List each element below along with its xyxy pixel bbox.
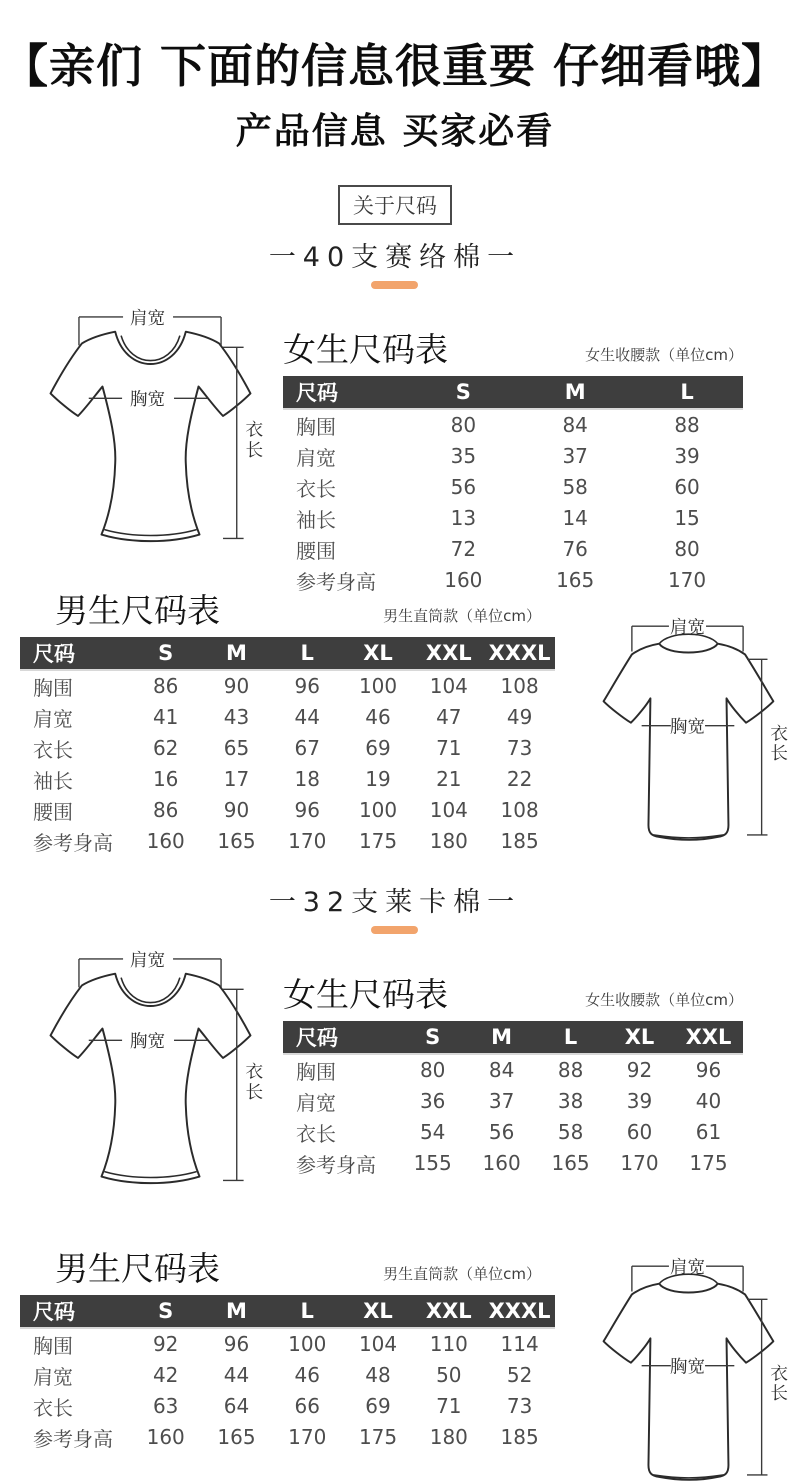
- garment-length-label-2: 长: [770, 1383, 788, 1404]
- measurement-value: 46: [294, 1363, 320, 1388]
- measurement-value: 54: [419, 1120, 446, 1145]
- women-size-section-32s: [283, 976, 743, 1179]
- measurement-value: 170: [620, 1151, 659, 1176]
- table-header-row: [283, 376, 743, 409]
- measurement-value: 14: [562, 506, 588, 531]
- measurement-label: 袖长: [296, 507, 336, 532]
- measurement-row: [283, 534, 743, 565]
- measurement-value: 58: [562, 475, 588, 500]
- measurement-value: 48: [365, 1363, 391, 1388]
- measurement-value: 96: [223, 1332, 250, 1357]
- chest-width-label: 胸宽: [669, 717, 706, 738]
- measurement-value: 22: [506, 767, 533, 792]
- measurement-value: 65: [223, 736, 250, 761]
- orange-accent-bar: [371, 926, 418, 934]
- measurement-label: 参考身高: [33, 1426, 113, 1451]
- measurement-label: 腰围: [296, 538, 336, 563]
- measurement-value: 49: [506, 705, 533, 730]
- measurement-value: 96: [294, 798, 320, 823]
- measurement-value: 104: [429, 674, 468, 699]
- size-header-S: S: [407, 376, 519, 409]
- measurement-value: 96: [695, 1058, 722, 1083]
- measurement-value: 38: [557, 1089, 584, 1114]
- garment-length-label-1: 衣: [770, 1364, 788, 1385]
- measurement-value: 108: [500, 674, 539, 699]
- measurement-value: 90: [223, 674, 250, 699]
- measurement-value: 19: [365, 767, 391, 792]
- measurement-value: 46: [365, 705, 391, 730]
- measurement-value: 76: [562, 537, 588, 562]
- size-header-XXL: XXL: [674, 1021, 743, 1054]
- measurement-row: [283, 1054, 743, 1086]
- measurement-label: 参考身高: [296, 1152, 376, 1177]
- measurement-value: 35: [450, 444, 477, 469]
- tshirt-outline: [604, 644, 774, 840]
- size-tag-wrap: [0, 185, 790, 225]
- measurement-value: 64: [223, 1394, 250, 1419]
- measurement-value: 185: [500, 1425, 539, 1450]
- measurement-value: 69: [365, 1394, 391, 1419]
- measurement-value: 56: [488, 1120, 515, 1145]
- women-tshirt-diagram: [28, 938, 273, 1223]
- measurement-value: 40: [695, 1089, 722, 1114]
- women-table-title: 女生尺码表: [283, 330, 448, 369]
- measurement-value: 104: [429, 798, 468, 823]
- measurement-value: 84: [562, 413, 588, 438]
- size-header-M: M: [201, 1295, 272, 1328]
- measurement-value: 104: [358, 1332, 398, 1357]
- section-divider-32s-cotton: 一32支莱卡棉一: [268, 887, 522, 918]
- measurement-value: 100: [288, 1332, 327, 1357]
- measurement-label: 肩宽: [33, 706, 73, 731]
- measurement-value: 180: [429, 829, 468, 854]
- measurement-value: 88: [557, 1058, 584, 1083]
- measurement-value: 52: [506, 1363, 533, 1388]
- attention-banner: 【亲们 下面的信息很重要 仔细看哦】: [1, 39, 789, 93]
- measurement-label: 胸围: [33, 1333, 73, 1358]
- measurement-value: 15: [674, 506, 700, 531]
- page-title: 产品信息 买家必看: [235, 111, 555, 152]
- measurement-value: 63: [152, 1394, 179, 1419]
- measurement-row: [283, 503, 743, 534]
- women-table-note: 女生收腰款（单位cm）: [585, 345, 743, 364]
- measurement-row: [20, 795, 555, 826]
- measurement-value: 73: [506, 1394, 533, 1419]
- women-size-table-32s: [283, 1021, 743, 1179]
- tshirt-outline: [51, 974, 251, 1183]
- measurement-value: 86: [152, 798, 179, 823]
- women-size-table-40s: [283, 376, 743, 596]
- size-header-L: L: [631, 376, 743, 409]
- measurement-row: [20, 1391, 555, 1422]
- measurement-label: 衣长: [296, 476, 336, 501]
- measurement-value: 71: [436, 1394, 462, 1419]
- men-table-note: 男生直筒款（单位cm）: [383, 606, 541, 625]
- women-table-note: 女生收腰款（单位cm）: [585, 990, 743, 1009]
- women-table-title: 女生尺码表: [283, 975, 448, 1014]
- size-header-L: L: [272, 637, 343, 670]
- measurement-value: 47: [436, 705, 462, 730]
- measurement-label: 肩宽: [296, 445, 336, 470]
- measurement-value: 42: [152, 1363, 179, 1388]
- size-header-XXXL: XXXL: [484, 637, 555, 670]
- measurement-value: 56: [450, 475, 477, 500]
- measurement-value: 108: [500, 798, 539, 823]
- measurement-value: 165: [556, 568, 595, 593]
- measurement-value: 100: [358, 798, 398, 823]
- measurement-value: 61: [695, 1120, 722, 1145]
- measurement-label: 衣长: [33, 737, 73, 762]
- measurement-label: 衣长: [296, 1121, 336, 1146]
- measurement-value: 21: [436, 767, 462, 792]
- garment-length-label-2: 长: [245, 441, 264, 462]
- size-header-S: S: [130, 637, 201, 670]
- table-head-row: [283, 976, 743, 1014]
- section-divider-40s-cotton: 一40支赛络棉一: [268, 242, 522, 273]
- measurement-value: 92: [152, 1332, 179, 1357]
- measurement-value: 44: [223, 1363, 250, 1388]
- measurement-row: [283, 1148, 743, 1179]
- about-size-badge: 关于尺码: [338, 185, 452, 225]
- men-table-note: 男生直筒款（单位cm）: [383, 1264, 541, 1283]
- size-column-header: 尺码: [20, 637, 130, 670]
- measurement-label: 腰围: [33, 799, 73, 824]
- measurement-label: 衣长: [33, 1395, 73, 1420]
- tshirt-outline: [51, 332, 251, 541]
- measurement-row: [283, 409, 743, 441]
- measurement-value: 165: [551, 1151, 590, 1176]
- shoulder-width-label: 肩宽: [669, 617, 706, 638]
- measurement-value: 39: [626, 1089, 653, 1114]
- size-header-XXL: XXL: [413, 1295, 484, 1328]
- size-header-XXL: XXL: [413, 637, 484, 670]
- measurement-row: [20, 764, 555, 795]
- measurement-value: 66: [294, 1394, 320, 1419]
- size-header-M: M: [201, 637, 272, 670]
- measurement-value: 96: [294, 674, 320, 699]
- measurement-value: 37: [488, 1089, 515, 1114]
- table-head-row: [20, 592, 555, 630]
- measurement-value: 90: [223, 798, 250, 823]
- men-table-title: 男生尺码表: [55, 1249, 220, 1288]
- measurement-value: 36: [419, 1089, 446, 1114]
- measurement-value: 41: [152, 705, 179, 730]
- measurement-value: 17: [223, 767, 250, 792]
- measurement-label: 参考身高: [296, 569, 376, 594]
- measurement-value: 100: [358, 674, 398, 699]
- size-header-XL: XL: [343, 637, 414, 670]
- men-table-title: 男生尺码表: [55, 591, 220, 630]
- measurement-value: 71: [436, 736, 462, 761]
- measurement-value: 50: [436, 1363, 462, 1388]
- measurement-value: 170: [288, 1425, 327, 1450]
- men-size-section-40s: [20, 592, 555, 857]
- measurement-value: 44: [294, 705, 320, 730]
- men-tshirt-diagram: [587, 612, 787, 852]
- orange-accent-bar: [371, 281, 418, 289]
- measurement-label: 胸围: [296, 414, 336, 439]
- measurement-label: 胸围: [33, 675, 73, 700]
- measurement-value: 110: [429, 1332, 468, 1357]
- measurement-row: [20, 1422, 555, 1453]
- measurement-value: 73: [506, 736, 533, 761]
- measurement-value: 160: [146, 829, 185, 854]
- measurement-label: 袖长: [33, 768, 73, 793]
- measurement-value: 60: [626, 1120, 653, 1145]
- measurement-value: 175: [358, 1425, 398, 1450]
- shoulder-width-label: 肩宽: [669, 1257, 706, 1278]
- garment-length-label-1: 衣: [245, 420, 264, 441]
- measurement-value: 92: [626, 1058, 653, 1083]
- measurement-value: 175: [689, 1151, 728, 1176]
- size-header-XL: XL: [605, 1021, 674, 1054]
- size-column-header: 尺码: [283, 1021, 398, 1054]
- measurement-value: 185: [500, 829, 539, 854]
- garment-length-label-2: 长: [245, 1083, 264, 1104]
- men-size-table-40s: [20, 637, 555, 857]
- size-header-M: M: [519, 376, 631, 409]
- men-tshirt-diagram: [587, 1252, 787, 1484]
- measurement-value: 62: [152, 736, 179, 761]
- measurement-value: 37: [562, 444, 588, 469]
- shoulder-width-label: 肩宽: [129, 950, 166, 971]
- measurement-value: 160: [482, 1151, 521, 1176]
- measurement-row: [20, 826, 555, 857]
- measurement-value: 67: [294, 736, 320, 761]
- measurement-value: 84: [488, 1058, 515, 1083]
- chest-width-label: 胸宽: [129, 1032, 166, 1053]
- measurement-label: 肩宽: [33, 1364, 73, 1389]
- table-header-row: [283, 1021, 743, 1054]
- measurement-value: 13: [450, 506, 477, 531]
- measurement-value: 80: [450, 413, 477, 438]
- chest-width-label: 胸宽: [129, 390, 166, 411]
- measurement-label: 参考身高: [33, 830, 113, 855]
- size-column-header: 尺码: [283, 376, 407, 409]
- measurement-value: 114: [500, 1332, 539, 1357]
- shoulder-width-label: 肩宽: [129, 308, 166, 329]
- measurement-value: 60: [674, 475, 700, 500]
- measurement-row: [20, 733, 555, 764]
- measurement-value: 39: [674, 444, 700, 469]
- measurement-value: 165: [217, 1425, 256, 1450]
- table-header-row: [20, 1295, 555, 1328]
- garment-length-label-1: 衣: [770, 724, 788, 745]
- size-header-S: S: [398, 1021, 467, 1054]
- measurement-value: 69: [365, 736, 391, 761]
- women-tshirt-diagram: [28, 296, 273, 581]
- measurement-value: 180: [429, 1425, 468, 1450]
- men-size-table-32s: [20, 1295, 555, 1453]
- measurement-row: [283, 441, 743, 472]
- measurement-value: 58: [557, 1120, 584, 1145]
- measurement-value: 165: [217, 829, 256, 854]
- size-column-header: 尺码: [20, 1295, 130, 1328]
- size-header-S: S: [130, 1295, 201, 1328]
- measurement-value: 80: [674, 537, 700, 562]
- measurement-value: 160: [444, 568, 483, 593]
- measurement-value: 175: [358, 829, 398, 854]
- measurement-value: 43: [223, 705, 250, 730]
- measurement-value: 155: [413, 1151, 452, 1176]
- size-header-XL: XL: [343, 1295, 414, 1328]
- measurement-value: 80: [419, 1058, 446, 1083]
- table-head-row: [283, 331, 743, 369]
- measurement-label: 肩宽: [296, 1090, 336, 1115]
- measurement-row: [20, 670, 555, 702]
- measurement-value: 170: [288, 829, 327, 854]
- measurement-value: 16: [152, 767, 179, 792]
- measurement-value: 88: [674, 413, 700, 438]
- measurement-value: 18: [294, 767, 320, 792]
- measurement-row: [283, 1117, 743, 1148]
- men-size-section-32s: [20, 1250, 555, 1453]
- chest-width-label: 胸宽: [669, 1357, 706, 1378]
- table-head-row: [20, 1250, 555, 1288]
- measurement-row: [20, 1328, 555, 1360]
- measurement-value: 72: [450, 537, 477, 562]
- measurement-row: [20, 702, 555, 733]
- measurement-row: [283, 472, 743, 503]
- measurement-value: 160: [146, 1425, 185, 1450]
- measurement-value: 86: [152, 674, 179, 699]
- table-header-row: [20, 637, 555, 670]
- women-size-section-40s: [283, 331, 743, 596]
- measurement-value: 170: [667, 568, 707, 593]
- size-header-L: L: [536, 1021, 605, 1054]
- size-header-M: M: [467, 1021, 536, 1054]
- size-header-L: L: [272, 1295, 343, 1328]
- measurement-row: [283, 1086, 743, 1117]
- measurement-row: [20, 1360, 555, 1391]
- measurement-label: 胸围: [296, 1059, 336, 1084]
- garment-length-label-1: 衣: [245, 1062, 264, 1083]
- size-header-XXXL: XXXL: [484, 1295, 555, 1328]
- tshirt-outline: [604, 1284, 774, 1480]
- garment-length-label-2: 长: [770, 743, 788, 764]
